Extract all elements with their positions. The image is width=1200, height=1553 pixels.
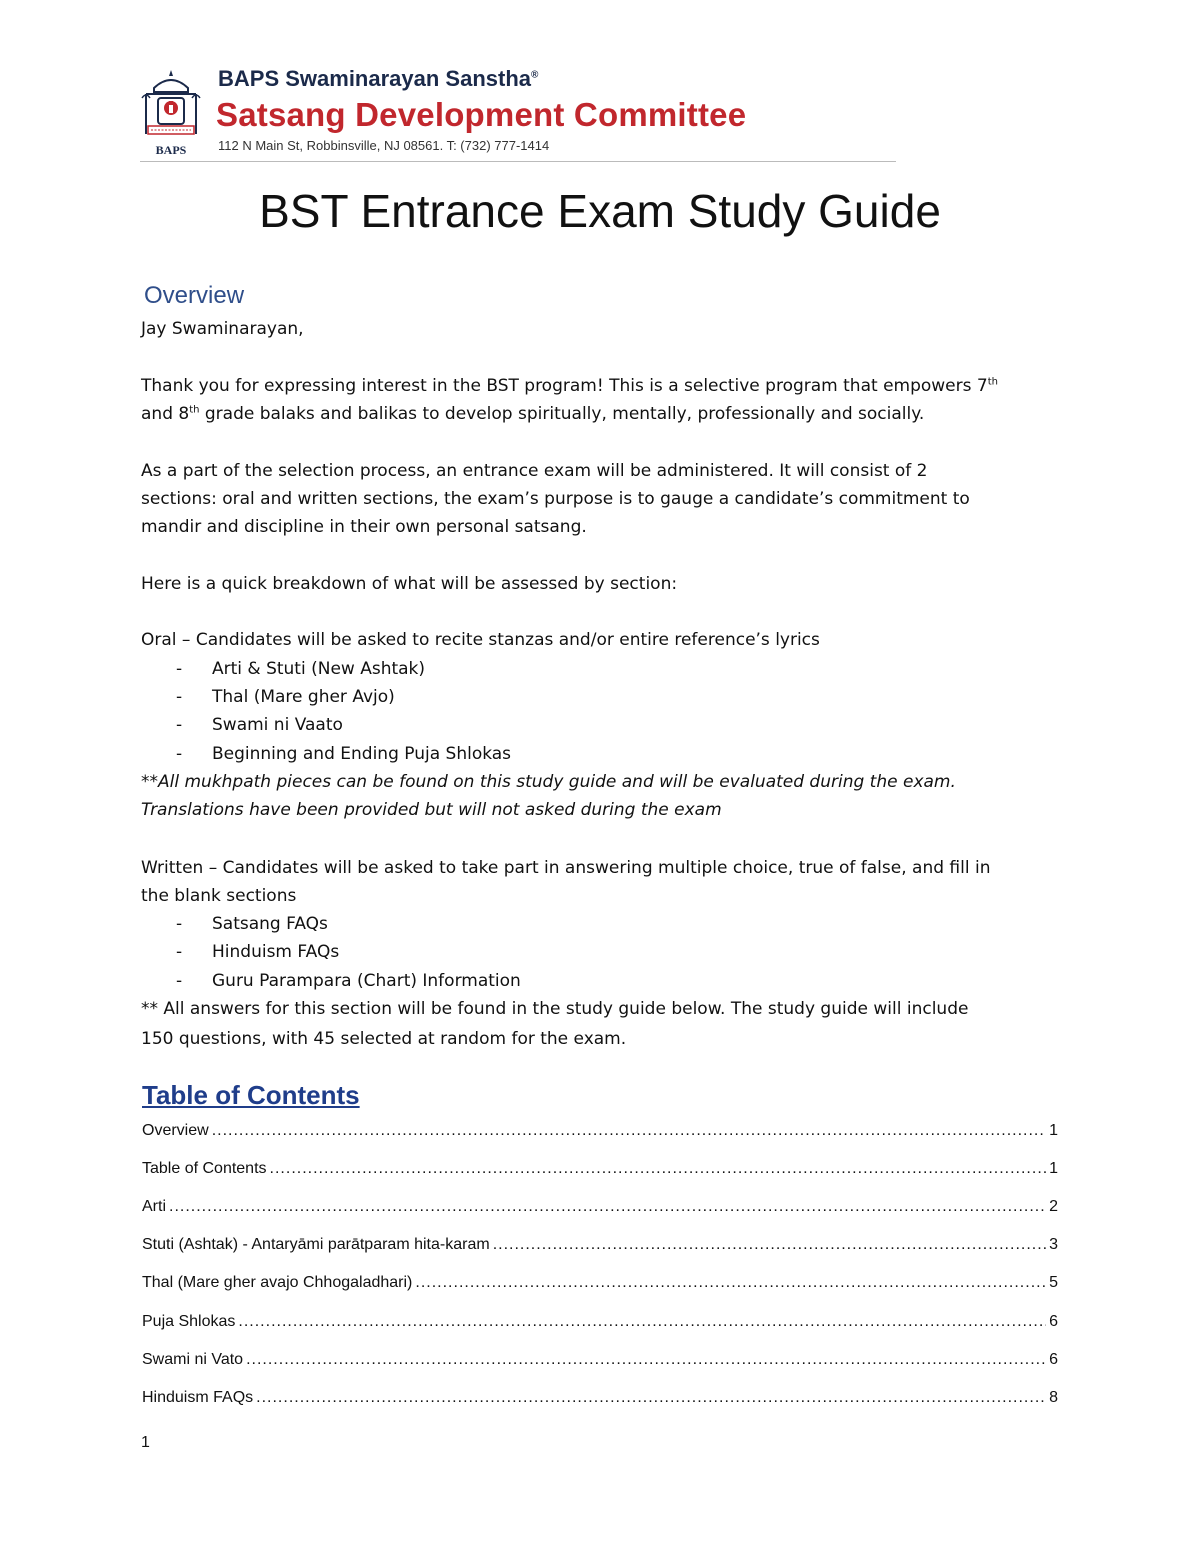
toc-entry-label: Puja Shlokas (142, 1313, 236, 1330)
toc-entry-page: 5 (1049, 1274, 1058, 1291)
list-item: - Satsang FAQs (176, 914, 328, 934)
toc-leader (256, 1389, 1046, 1407)
page-number: 1 (141, 1434, 150, 1451)
committee-name: Satsang Development Committee (216, 96, 747, 133)
toc-leader (238, 1313, 1046, 1331)
overview-heading: Overview (144, 282, 245, 309)
toc-entry-label: Hinduism FAQs (142, 1389, 254, 1406)
toc-leader (270, 1160, 1047, 1178)
toc-entry-label: Swami ni Vato (142, 1351, 244, 1368)
toc-entry-page: 8 (1049, 1389, 1058, 1406)
toc-leader (415, 1274, 1046, 1292)
oral-note-line1: **All mukhpath pieces can be found on this study guide and will be evaluated during the exam. (141, 772, 956, 792)
org-name: BAPS Swaminarayan Sanstha® (218, 66, 539, 91)
list-item: - Beginning and Ending Puja Shlokas (176, 744, 512, 764)
toc-entry-page: 1 (1049, 1122, 1058, 1139)
toc-entry-label: Arti (142, 1198, 166, 1215)
list-item: - Thal (Mare gher Avjo) (176, 687, 395, 707)
list-item: - Arti & Stuti (New Ashtak) (176, 659, 426, 679)
intro-paragraph-line1: Thank you for expressing interest in the BST program! This is a selective program that empowers 7th (141, 376, 998, 396)
written-section-intro-line2: the blank sections (141, 886, 297, 906)
intro-paragraph-line2: and 8th grade balaks and balikas to develop spiritually, mentally, professionally and socially. (141, 404, 925, 424)
toc-entry-page: 6 (1049, 1351, 1058, 1368)
toc-leader (246, 1351, 1046, 1369)
written-section-intro-line1: Written – Candidates will be asked to take part in answering multiple choice, true of false, and fill in (141, 858, 991, 878)
letterhead (140, 66, 896, 164)
document-title: BST Entrance Exam Study Guide (259, 185, 941, 237)
toc-entry-overview[interactable] (142, 1116, 1058, 1140)
selection-paragraph-line1: As a part of the selection process, an entrance exam will be administered. It will consist of 2 (141, 461, 928, 481)
toc-entry-puja-shlokas[interactable] (142, 1307, 1058, 1331)
toc-heading: Table of Contents (142, 1080, 360, 1110)
selection-paragraph-line2: sections: oral and written sections, the exam’s purpose is to gauge a candidate’s commitment to (141, 489, 970, 509)
logo-text: BAPS (155, 143, 187, 157)
toc-entry-page: 6 (1049, 1313, 1058, 1330)
toc-leader (169, 1198, 1046, 1216)
toc-entry-label: Thal (Mare gher avajo Chhogaladhari) (142, 1274, 413, 1291)
toc-entry-page: 3 (1049, 1236, 1058, 1253)
toc-entry-page: 1 (1049, 1160, 1058, 1177)
toc-entry-table-of-contents[interactable] (142, 1154, 1058, 1178)
baps-logo (140, 68, 202, 158)
list-item: - Hinduism FAQs (176, 942, 340, 962)
greeting: Jay Swaminarayan, (141, 319, 304, 339)
oral-note-line2: Translations have been provided but will not asked during the exam (141, 800, 722, 820)
header-divider (140, 161, 896, 162)
written-note-line1: ** All answers for this section will be found in the study guide below. The study guide will include (141, 999, 969, 1019)
list-item: - Swami ni Vaato (176, 715, 343, 735)
toc-entry-label: Table of Contents (142, 1160, 267, 1177)
toc-entry-label: Stuti (Ashtak) - Antaryāmi parātparam hita-karam (142, 1236, 490, 1253)
toc-entry-swami-ni-vato[interactable] (142, 1345, 1058, 1369)
toc-entry-stuti[interactable] (142, 1230, 1058, 1254)
toc-entry-thal[interactable] (142, 1268, 1058, 1292)
toc-leader (493, 1236, 1046, 1254)
written-note-line2: 150 questions, with 45 selected at random for the exam. (141, 1029, 627, 1049)
toc-entry-label: Overview (142, 1122, 209, 1139)
oral-section-intro: Oral – Candidates will be asked to recite stanzas and/or entire reference’s lyrics (141, 630, 820, 650)
breakdown-intro: Here is a quick breakdown of what will be assessed by section: (141, 574, 678, 594)
toc-leader (212, 1122, 1046, 1140)
toc-entry-hinduism-faqs[interactable] (142, 1383, 1058, 1407)
list-item: - Guru Parampara (Chart) Information (176, 971, 521, 991)
org-address: 112 N Main St, Robbinsville, NJ 08561. T: (732) 777-1414 (218, 138, 550, 153)
toc-entry-page: 2 (1049, 1198, 1058, 1215)
toc-entry-arti[interactable] (142, 1192, 1058, 1216)
registered-mark: ® (531, 69, 539, 81)
selection-paragraph-line3: mandir and discipline in their own personal satsang. (141, 517, 587, 537)
